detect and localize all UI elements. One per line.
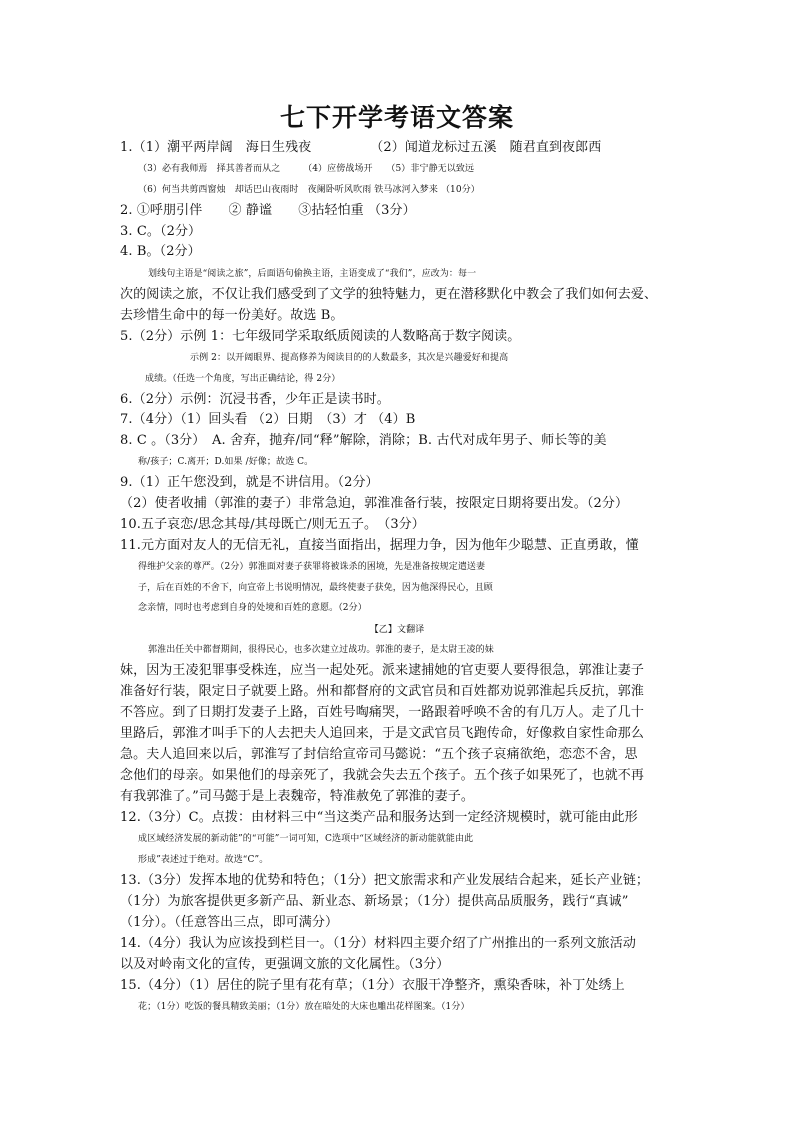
answer-line: 6.（2分）示例：沉浸书香，少年正是读书时。 — [120, 392, 390, 407]
answer-line: 7.（4分）（1）回头看 （2）日期 （3）才 （4）B — [120, 412, 416, 427]
translation-line: 不答应。到了日期打发妻子上路，百姓号啕痛哭，一路跟着呼唤不舍的有几万人。走了几十 — [120, 705, 645, 720]
answer-line: 子，后在百姓的不舍下，向宣帝上书说明情况，最终使妻子获免，因为他深得民心，且顾 — [138, 583, 493, 593]
answer-line: （1分）。（任意答出三点，即可满分） — [120, 915, 339, 930]
translation-line: 急。夫人追回来以后，郭淮写了封信给宣帝司马懿说：“五个孩子哀痛欲绝，恋恋不舍，思 — [120, 747, 638, 762]
answer-line: 1.（1）潮平两岸阔 海日生残夜 （2）闻道龙标过五溪 随君直到夜郎西 — [120, 140, 602, 155]
answer-line: 3. C。（2分） — [120, 224, 202, 239]
answer-line: 花；（1分）吃饭的餐具精致美丽；（1分）放在暗处的大床也雕出花样图案。（1分） — [138, 1002, 470, 1012]
answer-line: 8. C 。（3分） A. 舍弃，抛弃/同“释”解除，消除；B. 古代对成年男子、师长等的美 — [120, 433, 607, 448]
answer-line: （1分）为旅客提供更多新产品、新业态、新场景；（1分）提供高品质服务，践行“真诚” — [120, 894, 629, 909]
answer-line: 称/孩子；C.离开；D.如果 /好像；故选 C。 — [138, 457, 314, 467]
answer-line: 念亲情，同时也考虑到自身的处境和百姓的意愿。（2分） — [138, 603, 367, 613]
answer-line: 15.（4分）（1）居住的院子里有花有草；（1分）衣服干净整齐，熏染香味，补丁处绣上 — [120, 978, 625, 993]
translation-line: 妹，因为王凌犯罪事受株连，应当一起处死。派来逮捕她的官吏要人要得很急，郭淮让妻子 — [120, 663, 645, 678]
answer-line: 14.（4分）我认为应该投到栏目一。（1分）材料四主要介绍了广州推出的一系列文旅活动 — [120, 936, 636, 951]
answer-line: 以及对岭南文化的宣传，更强调文旅的文化属性。（3分） — [120, 957, 450, 972]
section-heading: 【乙】文翻译 — [369, 625, 425, 635]
answer-line: 10.五子哀恋/思念其母/其母既亡/则无五子。 （3分） — [120, 517, 425, 532]
answer-line: 次的阅读之旅，不仅让我们感受到了文学的独特魅力，更在潜移默化中教会了我们如何去爱、 — [120, 287, 658, 302]
translation-line: 念他们的母亲。如果他们的母亲死了，我就会失去五个孩子。五个孩子如果死了，也就不再 — [120, 768, 645, 783]
answer-line: 去珍惜生命中的每一份美好。故选 B。 — [120, 308, 344, 323]
answer-line: 5.（2分）示例 1：七年级同学采取纸质阅读的人数略高于数字阅读。 — [120, 329, 521, 344]
answer-line: 4. B。（2分） — [120, 244, 201, 259]
answer-line: 划线句主语是“阅读之旅”，后面语句偷换主语，主语变成了“我们”，应改为：每一 — [148, 269, 477, 279]
translation-line: 有我郭淮了。”司马懿于是上表魏帝，特准赦免了郭淮的妻子。 — [120, 789, 474, 804]
answer-line: （2）使者收捕（郭淮的妻子）非常急迫，郭淮准备行装，按限定日期将要出发。（2分） — [120, 496, 629, 511]
answer-line: 11.元方面对友人的无信无礼，直接当面指出，据理力争，因为他年少聪慧、正直勇敢，懂 — [120, 538, 639, 553]
answer-line: 9.（1）正午您没到，就是不讲信用。（2分） — [120, 475, 379, 490]
page-title: 七下开学考语文答案 — [279, 103, 514, 132]
translation-line: 郭淮出任关中都督期间，很得民心，也多次建立过战功。郭淮的妻子，是太尉王凌的妹 — [148, 645, 494, 655]
answer-line: （3）必有我师焉 择其善者而从之 （4）应傍战场开 （5）非宁静无以致远 — [138, 164, 475, 174]
answer-line: 2. ①呼朋引伴 ② 静谧 ③拈轻怕重 （3分） — [120, 203, 416, 218]
translation-line: 准备好行装，限定日子就要上路。州和都督府的文武官员和百姓都劝说郭淮起兵反抗，郭淮 — [120, 684, 645, 699]
answer-line: 成区域经济发展的新动能”的“可能”一词可知，C选项中“区域经济的新动能就能由此 — [138, 834, 474, 844]
answer-line: 示例 2：以开阔眼界、提高修养为阅读目的的人数最多，其次是兴趣爱好和提高 — [190, 353, 509, 363]
answer-line: 13.（3分）发挥本地的优势和特色；（1分）把文旅需求和产业发展结合起来，延长产业链； — [120, 873, 650, 888]
answer-line: （6）何当共剪西窗烛 却话巴山夜雨时 夜阑卧听风吹雨 铁马冰河入梦来 （10分） — [138, 185, 480, 195]
answer-line: 形成”表述过于绝对。故选“C”。 — [138, 855, 269, 865]
answer-line: 得维护父亲的尊严。（2分）郭淮面对妻子获罪将被诛杀的困境，先是准备按规定遣送妻 — [138, 562, 486, 572]
translation-line: 里路后，郭淮才叫手下的人去把夫人追回来，于是文武官员飞跑传命，好像救自家性命那么 — [120, 726, 645, 741]
answer-line: 12.（3分）C。点拨：由材料三中“当这类产品和服务达到一定经济规模时，就可能由此形 — [120, 810, 638, 825]
answer-line: 成绩。（任选一个角度，写出正确结论，得 2分） — [145, 374, 341, 384]
